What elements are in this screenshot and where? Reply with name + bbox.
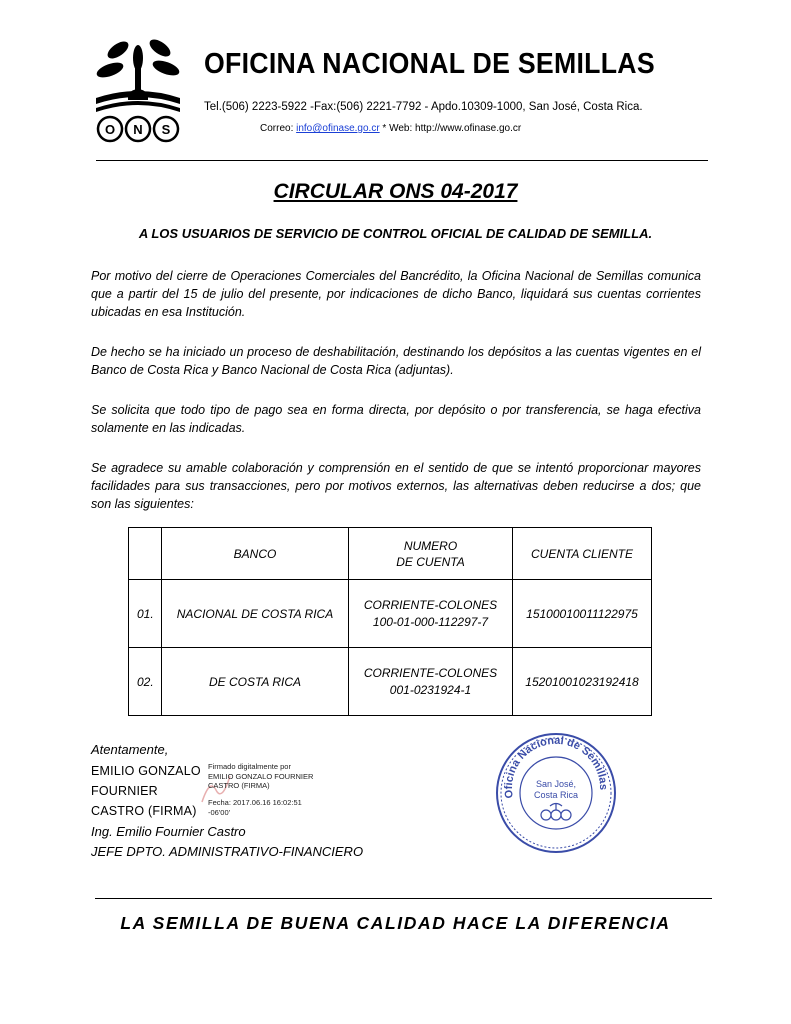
- web-address: * Web: http://www.ofinase.go.cr: [379, 123, 522, 134]
- account-type: CORRIENTE-COLONES: [363, 597, 498, 612]
- table-header-row: [129, 528, 652, 580]
- row-number: 02.: [129, 648, 162, 716]
- client-account: 15100010011122975: [513, 580, 652, 648]
- row-number: 01.: [129, 580, 162, 648]
- seal-ring-text: Oficina Nacional de Semillas: [502, 734, 610, 800]
- signer-line-1: EMILIO GONZALO: [91, 764, 201, 778]
- bank-name: NACIONAL DE COSTA RICA: [162, 580, 349, 648]
- official-seal: [494, 731, 618, 855]
- column-header-bank: BANCO: [162, 528, 349, 580]
- signer-line-2: FOURNIER: [91, 784, 158, 798]
- footer-divider: [95, 898, 712, 899]
- digital-note-line: Firmado digitalmente por: [208, 762, 291, 771]
- digital-note-line: CASTRO (FIRMA): [208, 781, 270, 790]
- email-label: Correo:: [260, 123, 297, 134]
- digital-date-line: -06'00': [208, 807, 231, 817]
- column-header-number: [129, 528, 162, 580]
- ons-logo: [88, 28, 188, 146]
- footer-motto: LA SEMILLA DE BUENA CALIDAD HACE LA DIFERENCIA: [120, 913, 671, 933]
- seal-country: Costa Rica: [533, 790, 579, 800]
- digital-date-line: Fecha: 2017.06.16 16:02:51: [208, 798, 302, 807]
- circular-title: CIRCULAR ONS 04-2017: [273, 180, 518, 203]
- account-number: 100-01-000-112297-7: [372, 614, 489, 629]
- table-row: [129, 648, 652, 716]
- table-row: [129, 580, 652, 648]
- account-number: 001-0231924-1: [389, 682, 472, 697]
- seal-city: San José,: [535, 779, 577, 789]
- signer-line-3: CASTRO (FIRMA): [91, 804, 197, 818]
- email-link[interactable]: info@ofinase.go.cr: [296, 123, 380, 134]
- paragraph-3: Se solicita que todo tipo de pago sea en forma directa, por depósito o por transferencia, se haga efectiva solamente en las indicadas.: [91, 403, 701, 435]
- contact-info: Tel.(506) 2223-5922 -Fax:(506) 2221-7792 - Apdo.10309-1000, San José, Costa Rica.: [204, 101, 643, 113]
- client-account: 15201001023192418: [513, 648, 652, 716]
- logo-letter-s: S: [161, 122, 171, 137]
- seal-emblem-icon: [541, 803, 571, 820]
- digital-note-line: EMILIO GONZALO FOURNIER: [208, 771, 314, 781]
- digital-signature-note: [208, 762, 313, 791]
- closing-salutation: Atentamente,: [91, 742, 169, 757]
- organization-name: OFICINA NACIONAL DE SEMILLAS: [204, 48, 655, 80]
- paragraph-4: Se agradece su amable colaboración y comprensión en el sentido de que se intentó proporcionar mayores facilidades para sus transacciones, pero por motivos externos, las alternativas deben reducirse a dos; que son las siguientes:: [91, 461, 701, 511]
- column-header-client-account: CUENTA CLIENTE: [513, 528, 652, 580]
- header-divider: [96, 160, 708, 161]
- circular-subtitle: A LOS USUARIOS DE SERVICIO DE CONTROL OFICIAL DE CALIDAD DE SEMILLA.: [138, 226, 653, 241]
- account-cell: [349, 648, 513, 716]
- bank-name: DE COSTA RICA: [162, 648, 349, 716]
- column-header-account-number: NUMERO DE CUENTA: [349, 528, 513, 580]
- logo-letter-o: O: [104, 122, 116, 137]
- signer-name: Ing. Emilio Fournier Castro: [91, 824, 246, 839]
- email-web-line: [260, 123, 521, 134]
- paragraph-1: Por motivo del cierre de Operaciones Comerciales del Bancrédito, la Oficina Nacional de Semillas comunica que a partir del 15 de julio del presente, por indicaciones de dicho Banco, liquidará sus cuentas corrientes ubicadas en esa Institución.: [91, 269, 701, 319]
- digital-signature-date: [208, 798, 302, 817]
- account-cell: [349, 580, 513, 648]
- logo-letter-n: N: [133, 122, 143, 137]
- signer-role: JEFE DPTO. ADMINISTRATIVO-FINANCIERO: [91, 844, 364, 859]
- account-type: CORRIENTE-COLONES: [363, 665, 498, 680]
- bank-accounts-table: [128, 527, 652, 716]
- paragraph-2: De hecho se ha iniciado un proceso de deshabilitación, destinando los depósitos a las cuentas vigentes en el Banco de Costa Rica y Banco Nacional de Costa Rica (adjuntas).: [91, 345, 701, 377]
